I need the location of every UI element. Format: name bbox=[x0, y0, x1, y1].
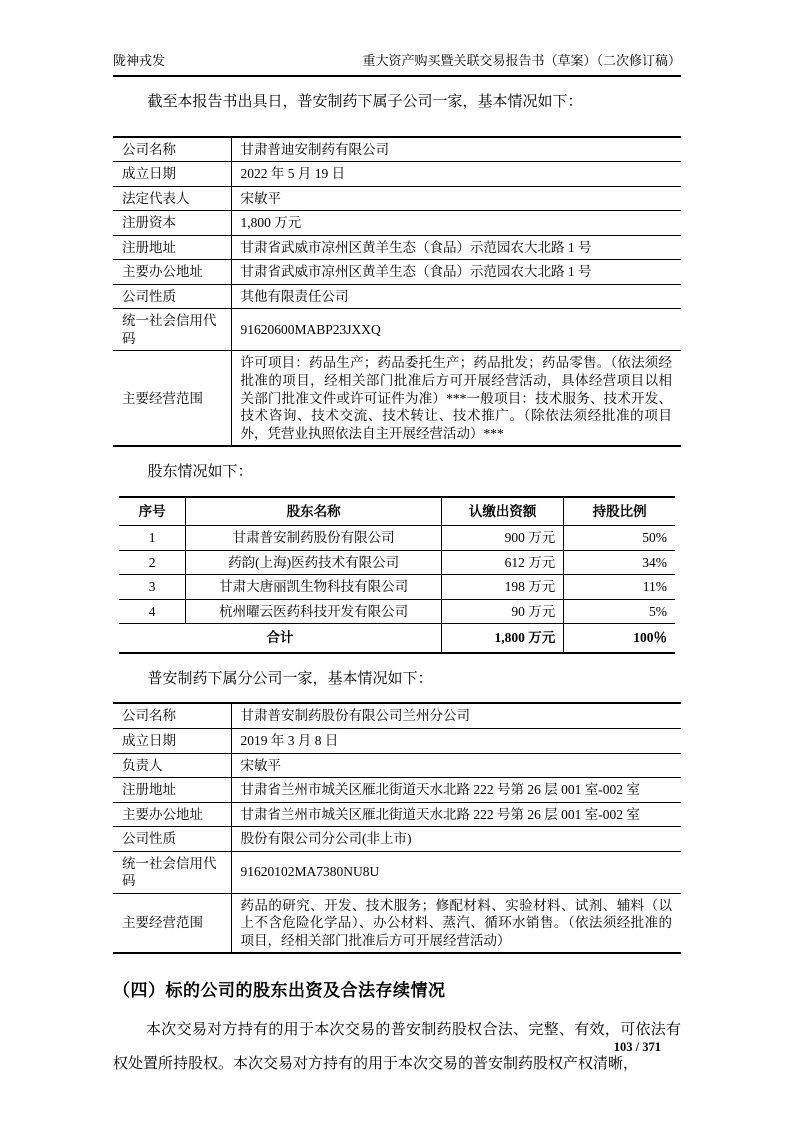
cell-ratio: 5% bbox=[564, 599, 675, 624]
table-row bbox=[119, 550, 675, 575]
cell-amount: 900 万元 bbox=[441, 526, 563, 551]
field-value: 甘肃普安制药股份有限公司兰州分公司 bbox=[231, 703, 681, 728]
table-row bbox=[113, 260, 681, 285]
shareholders-table bbox=[119, 496, 675, 654]
field-value: 2022 年 5 月 19 日 bbox=[231, 162, 681, 187]
header-report-title: 重大资产购买暨关联交易报告书（草案）（二次修订稿） bbox=[362, 53, 681, 68]
field-label: 主要办公地址 bbox=[113, 260, 231, 285]
field-label: 负责人 bbox=[113, 753, 231, 778]
field-value: 宋敏平 bbox=[231, 753, 681, 778]
table-row bbox=[113, 778, 681, 803]
field-value: 2019 年 3 月 8 日 bbox=[231, 728, 681, 753]
cell-no: 1 bbox=[119, 526, 186, 551]
cell-amount: 198 万元 bbox=[441, 575, 563, 600]
field-label: 统一社会信用代码 bbox=[113, 309, 231, 351]
field-label: 注册地址 bbox=[113, 235, 231, 260]
cell-shareholder-name: 杭州曜云医药科技开发有限公司 bbox=[186, 599, 442, 624]
table-row bbox=[113, 703, 681, 728]
field-value: 1,800 万元 bbox=[231, 211, 681, 236]
table-row bbox=[119, 599, 675, 624]
cell-amount: 90 万元 bbox=[441, 599, 563, 624]
table-row bbox=[113, 351, 681, 446]
cell-ratio: 34% bbox=[564, 550, 675, 575]
cell-no: 3 bbox=[119, 575, 186, 600]
field-label: 成立日期 bbox=[113, 162, 231, 187]
field-value: 甘肃省兰州市城关区雁北街道天水北路 222 号第 26 层 001 室-002 室 bbox=[231, 802, 681, 827]
field-value: 宋敏平 bbox=[231, 186, 681, 211]
table-total-row bbox=[119, 624, 675, 653]
cell-shareholder-name: 甘肃大唐丽凯生物科技有限公司 bbox=[186, 575, 442, 600]
col-header-amount: 认缴出资额 bbox=[441, 497, 563, 526]
field-label: 主要经营范围 bbox=[113, 893, 231, 953]
field-label: 公司性质 bbox=[113, 284, 231, 309]
total-ratio: 100％ bbox=[564, 624, 675, 653]
field-label: 公司名称 bbox=[122, 708, 176, 724]
branch-info-table bbox=[113, 702, 681, 954]
cell-amount: 612 万元 bbox=[441, 550, 563, 575]
field-label: 主要经营范围 bbox=[113, 351, 231, 446]
cell-no: 2 bbox=[119, 550, 186, 575]
field-label: 注册地址 bbox=[113, 778, 231, 803]
table-row bbox=[113, 827, 681, 852]
table-row bbox=[113, 284, 681, 309]
field-label: 公司性质 bbox=[113, 827, 231, 852]
field-label: 主要办公地址 bbox=[113, 802, 231, 827]
field-value: 股份有限公司分公司(非上市) bbox=[231, 827, 681, 852]
page-number: 103 / 371 bbox=[613, 1040, 661, 1054]
cell-ratio: 50% bbox=[564, 526, 675, 551]
total-label: 合计 bbox=[119, 624, 441, 653]
table-row bbox=[113, 728, 681, 753]
table-row bbox=[113, 186, 681, 211]
table-row bbox=[113, 893, 681, 953]
total-amount: 1,800 万元 bbox=[441, 624, 563, 653]
table-header-row bbox=[119, 497, 675, 526]
cell-shareholder-name: 甘肃普安制药股份有限公司 bbox=[186, 526, 442, 551]
field-value: 许可项目：药品生产；药品委托生产；药品批发；药品零售。（依法须经批准的项目，经相关部门批准后方可开展经营活动，具体经营项目以相关部门批准文件或许可证件为准）***一般项目：技术服务、技术开发、技术咨询、技术交流、技术转让、技术推广。（除依法须经批准的项目外，凭营业执照依法自主开展经营活动）*** bbox=[231, 351, 681, 446]
table-row bbox=[119, 526, 675, 551]
field-value: 甘肃省兰州市城关区雁北街道天水北路 222 号第 26 层 001 室-002 室 bbox=[231, 778, 681, 803]
field-label: 统一社会信用代码 bbox=[113, 851, 231, 893]
paragraph-subsidiary-intro: 截至本报告书出具日，普安制药下属子公司一家，基本情况如下： bbox=[147, 94, 583, 110]
field-label: 法定代表人 bbox=[113, 186, 231, 211]
field-value: 药品的研究、开发、技术服务；修配材料、实验材料、试剂、辅料（以上不含危险化学品）、办公材料、蒸汽、循环水销售。（依法须经批准的项目，经相关部门批准后方可开展经营活动） bbox=[231, 893, 681, 953]
table-row bbox=[113, 802, 681, 827]
table-row bbox=[113, 137, 681, 162]
cell-shareholder-name: 药韵(上海)医药技术有限公司 bbox=[186, 550, 442, 575]
col-header-ratio: 持股比例 bbox=[564, 497, 675, 526]
paragraph-section-body: 本次交易对方持有的用于本次交易的普安制药股权合法、完整、有效，可依法有权处置所持股权。本次交易对方持有的用于本次交易的普安制药股权产权清晰， bbox=[113, 1022, 681, 1073]
cell-ratio: 11% bbox=[564, 575, 675, 600]
col-header-name: 股东名称 bbox=[186, 497, 442, 526]
field-value: 甘肃省武威市凉州区黄羊生态（食品）示范园农大北路 1 号 bbox=[231, 235, 681, 260]
running-header bbox=[113, 50, 681, 77]
table-row bbox=[113, 309, 681, 351]
cell-no: 4 bbox=[119, 599, 186, 624]
header-company-short-name: 陇神戎发 bbox=[113, 53, 166, 68]
subsidiary-info-table bbox=[113, 136, 681, 448]
field-value: 甘肃省武威市凉州区黄羊生态（食品）示范园农大北路 1 号 bbox=[231, 260, 681, 285]
field-label: 注册资本 bbox=[113, 211, 231, 236]
table-row bbox=[119, 575, 675, 600]
field-value: 甘肃普迪安制药有限公司 bbox=[231, 137, 681, 162]
field-label: 成立日期 bbox=[113, 728, 231, 753]
table-row bbox=[113, 851, 681, 893]
table-row bbox=[113, 162, 681, 187]
field-value: 91620600MABP23JXXQ bbox=[231, 309, 681, 351]
field-value: 91620102MA7380NU8U bbox=[231, 851, 681, 893]
table-row bbox=[113, 211, 681, 236]
section-heading-4: （四）标的公司的股东出资及合法存续情况 bbox=[113, 981, 446, 1001]
col-header-no: 序号 bbox=[138, 503, 166, 519]
table-row bbox=[113, 235, 681, 260]
field-value: 其他有限责任公司 bbox=[231, 284, 681, 309]
field-label: 公司名称 bbox=[122, 141, 176, 157]
paragraph-shareholders-intro: 股东情况如下： bbox=[147, 464, 253, 481]
table-row bbox=[113, 753, 681, 778]
paragraph-branch-intro: 普安制药下属分公司一家，基本情况如下： bbox=[147, 670, 433, 687]
